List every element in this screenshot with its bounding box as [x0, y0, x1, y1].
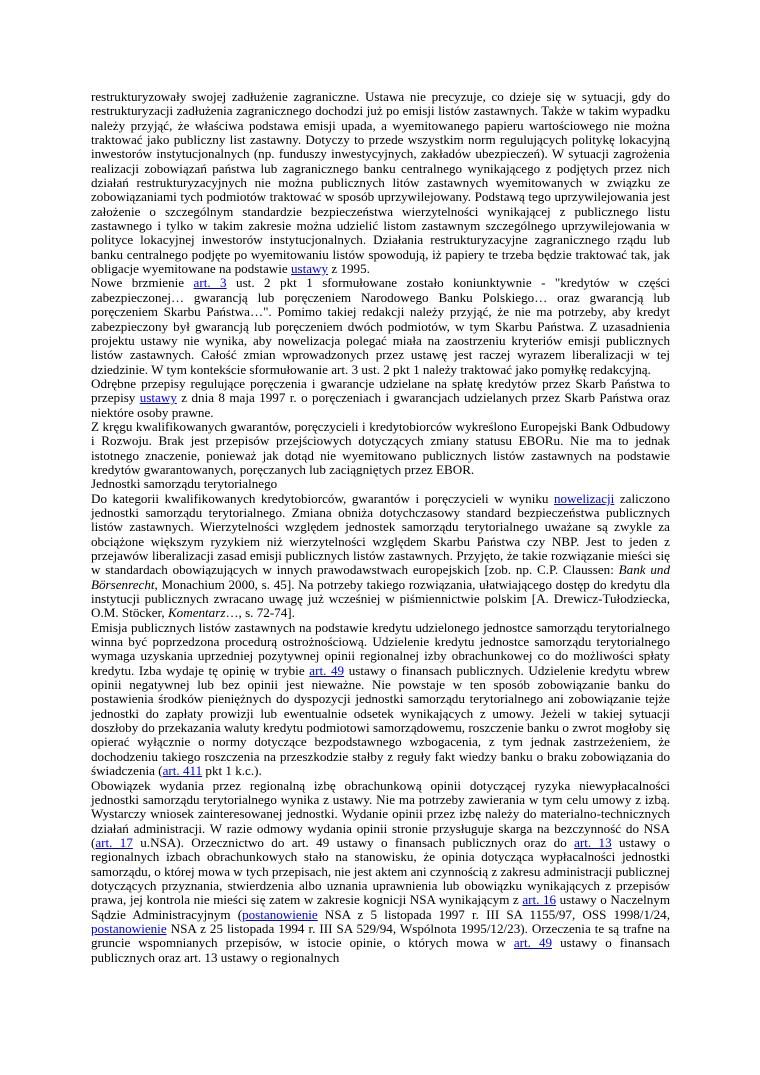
- reference-link[interactable]: art. 3: [193, 275, 227, 291]
- text-run: zaliczono jednostki samorządu terytorialnego. Zmiana obniża dotychczasowy standard bezpieczeństwa publicznych listów zastawnych. Wierzytelności względem jednostek samorządu terytorialnego uważane są zwykle za obciążone większym ryzykiem niż wierzytelności względem Skarbu Państwa czy NBP. Jest to jeden z przejawów liberalizacji zasad emisji publicznych listów zastawnych. Przyjęto, że takie rozwiązanie mieści się w standardach obowiązujących w innych prawodawstwach europejskich [zob. np. C.P. Claussen:: [91, 490, 670, 578]
- section-heading-local-government: [91, 477, 670, 491]
- text-run: ustawy o finansach publicznych. Udzielenie kredytu wbrew opinii negatywnej lub bez opinii jest nieważne. Nie powstaje w ten sposób zobowiązanie banku do postawienia środków pieniężnych do dyspozycji jednostki samorządu terytorialnego ani zobowiązanie tejże jednostki do zapłaty prowizji lub ewentualnie odsetek wynikających z umowy. Jeżeli w takiej sytuacji doszłoby do przekazania waluty kredytu podmiotowi samorządowemu, roszczenie banku o zwrot mogłoby się opierać wyłącznie o normy dotyczące bezpodstawnego wzbogacenia, z tym jednak zastrzeżeniem, że dochodzeniu takiego roszczenia na przeszkodzie stałby z reguły fakt wiedzy banku o braku zobowiązania do świadczenia (: [91, 662, 671, 779]
- italic-citation: Bank und Börsenrecht: [91, 562, 670, 592]
- text-run: Z kręgu kwalifikowanych gwarantów, poręczycieli i kredytobiorców wykreślono Europejski Bank Odbudowy i Rozwoju. Brak jest przepisów przejściowych dotyczących zmiany statusu EBORu. Nie ma to jednak istotnego znaczenie, ponieważ jak dotąd nie wyemitowano publicznych listów zastawnych na podstawie kredytów gwarantowanych, poręczanych lub zaciągniętych przez EBOR.: [91, 418, 670, 477]
- reference-link[interactable]: art. 49: [309, 662, 345, 678]
- text-run: pkt 1 k.c.).: [202, 763, 262, 779]
- document-body: [91, 90, 670, 965]
- text-run: ustawy o regionalnych izbach obrachunkowych stało na stanowisku, że opinia dotycząca wypłacalności jednostki samorządu, o której mowa w tych przepisach, nie jest aktem ani czynnością z zakresu administracji publicznej dotyczących przyznania, stwierdzenia albo uznania uprawnienia lub obowiązku wynikających z przepisów prawa, jej kontrola nie mieści się zatem w zakresie kognicji NSA wynikającym z: [91, 834, 670, 908]
- paragraph-state-guarantees: [91, 377, 670, 420]
- reference-link[interactable]: art. 17: [95, 834, 133, 850]
- text-run: , Monachium 2000, s. 45]. Na potrzeby takiego rozwiązania, ułatwiającego dostęp do kredytu dla instytucji publicznych zwracano uwagę już wcześniej w piśmiennictwie polskim [A. Drewicz-Tułodziecka, O.M. Stöcker,: [91, 576, 670, 621]
- paragraph-ebor: [91, 420, 670, 477]
- text-run: ustawy o Naczelnym Sądzie Administracyjnym (: [91, 892, 671, 922]
- reference-link[interactable]: nowelizacji: [553, 490, 615, 506]
- text-run: restrukturyzowały swojej zadłużenie zagraniczne. Ustawa nie precyzuje, co dzieje się w sytuacji, gdy do restrukturyzacji zadłużenia zagranicznego dochodzi już po emisji listów zastawnych. Także w takim wypadku należy przyjąć, że właściwa podstawa emisji upada, a wyemitowanego papieru wartościowego nie można traktować jako publiczny list zastawny. Dotyczy to przede wszystkim norm regulujących politykę lokacyjną inwestorów instytucjonalnych (np. funduszy inwestycyjnych, zakładów ubezpieczeń). W sytuacji zagrożenia realizacji zobowiązań państwa lub zagranicznego banku centralnego wynikającego z podjętych przez nich działań restrukturyzacyjnych nie można publicznych litów zastawnych wyemitowanych w związku ze zobowiązaniami tych podmiotów traktować w sposób uprzywilejowany. Podstawą tego uprzywilejowania jest założenie o szczególnym standardzie bezpieczeństwa wierzytelności wynikającej z publicznego listu zastawnego i tylko w takim zakresie można udzielić listom zastawnym szczególnego uprzywilejowania w polityce lokacyjnej inwestorów instytucjonalnych. Działania restrukturyzacyjne zagranicznego rządu lub banku centralnego podjęte po wyemitowaniu listów spowodują, iż papiery te trzeba będzie traktować tak, jak obligacje wyemitowane na podstawie: [91, 89, 670, 277]
- text-run: ustawy o finansach publicznych oraz art. 13 ustawy o regionalnych: [91, 935, 670, 965]
- reference-link[interactable]: art. 16: [522, 892, 557, 908]
- text-run: z 1995.: [328, 261, 370, 277]
- text-run: ust. 2 pkt 1 sformułowane zostało koniunktywnie - "kredytów w części zabezpieczonej… gwarancją lub poręczeniem Narodowego Banku Polskiego… oraz gwarancją lub poręczeniem Skarbu Państwa…". Pomimo takiej redakcji należy przyjąć, że nie ma potrzeby, aby kredyt zabezpieczony był gwarancją lub poręczeniem dwóch podmiotów, w tym Skarbu Państwa. Z uzasadnienia projektu ustawy nie wynika, aby nowelizacja polegać miała na zaostrzeniu kryteriów emisji publicznych listów zastawnych. Całość zmian wprowadzonych przez ustawę jest raczej wyrazem liberalizacji w tej dziedzinie. W tym kontekście sformułowanie art. 3 ust. 2 pkt 1 należy traktować jako pomyłkę redakcyjną.: [91, 275, 671, 377]
- text-run: Do kategorii kwalifikowanych kredytobiorców, gwarantów i poręczycieli w wyniku: [91, 490, 554, 506]
- text-run: z dnia 8 maja 1997 r. o poręczeniach i gwarancjach udzielanych przez Skarb Państwa oraz niektóre osoby prawne.: [91, 390, 670, 420]
- paragraph-rio-opinion: [91, 779, 670, 965]
- text-run: Jednostki samorządu terytorialnego: [91, 476, 278, 492]
- italic-citation: Komentarz: [167, 605, 226, 621]
- text-run: NSA z 5 listopada 1997 r. III SA 1155/97, OSS 1998/1/24,: [317, 906, 670, 922]
- text-run: NSA z 25 listopada 1994 r. III SA 529/94, Wspólnota 1995/12/23). Orzeczenia te są trafne na gruncie wspomnianych przepisów, w istocie opinie, o których mowa w: [91, 920, 670, 951]
- reference-link[interactable]: postanowienie: [91, 920, 167, 936]
- text-run: Odrębne przepisy regulujące poręczenia i gwarancje udzielane na spłatę kredytów przez Skarb Państwa to przepisy: [91, 375, 670, 406]
- paragraph-prudential-procedure: [91, 621, 670, 779]
- reference-link[interactable]: art. 13: [574, 834, 612, 850]
- paragraph-restructuring: [91, 90, 670, 276]
- text-run: Obowiązek wydania przez regionalną izbę obrachunkową opinii dotyczącej ryzyka niewypłacalności jednostki samorządu terytorialnego wynika z ustawy. Nie ma potrzeby zawierania w tym celu umowy z izbą. Wystarczy wniosek zainteresowanej jednostki. Wydanie opinii przez izbę należy do materialno-technicznych działań administracji. W razie odmowy wydania opinii stronie przysługuje skarga na bezczynność do NSA (: [91, 777, 670, 850]
- paragraph-local-government-units: [91, 492, 670, 621]
- reference-link[interactable]: ustawy: [139, 390, 177, 406]
- text-run: Nowe brzmienie: [91, 275, 194, 291]
- text-run: …, s. 72-74].: [225, 605, 295, 621]
- text-run: Emisja publicznych listów zastawnych na podstawie kredytu udzielonego jednostce samorządu terytorialnego winna być poprzedzona procedurą ostrożnościową. Udzielenie kredytu jednostce samorządu terytorialnego wymaga uzyskania uprzedniej pozytywnej opinii regionalnej izby obrachunkowej co do możliwości spłaty kredytu. Izba wydaje tę opinię w trybie: [91, 619, 670, 678]
- reference-link[interactable]: ustawy: [290, 261, 329, 277]
- reference-link[interactable]: postanowienie: [242, 906, 318, 922]
- reference-link[interactable]: art. 49: [513, 935, 553, 951]
- paragraph-new-wording-art-3: [91, 276, 670, 376]
- reference-link[interactable]: art. 411: [162, 763, 203, 779]
- text-run: u.NSA). Orzecznictwo do art. 49 ustawy o finansach publicznych oraz do: [132, 834, 575, 850]
